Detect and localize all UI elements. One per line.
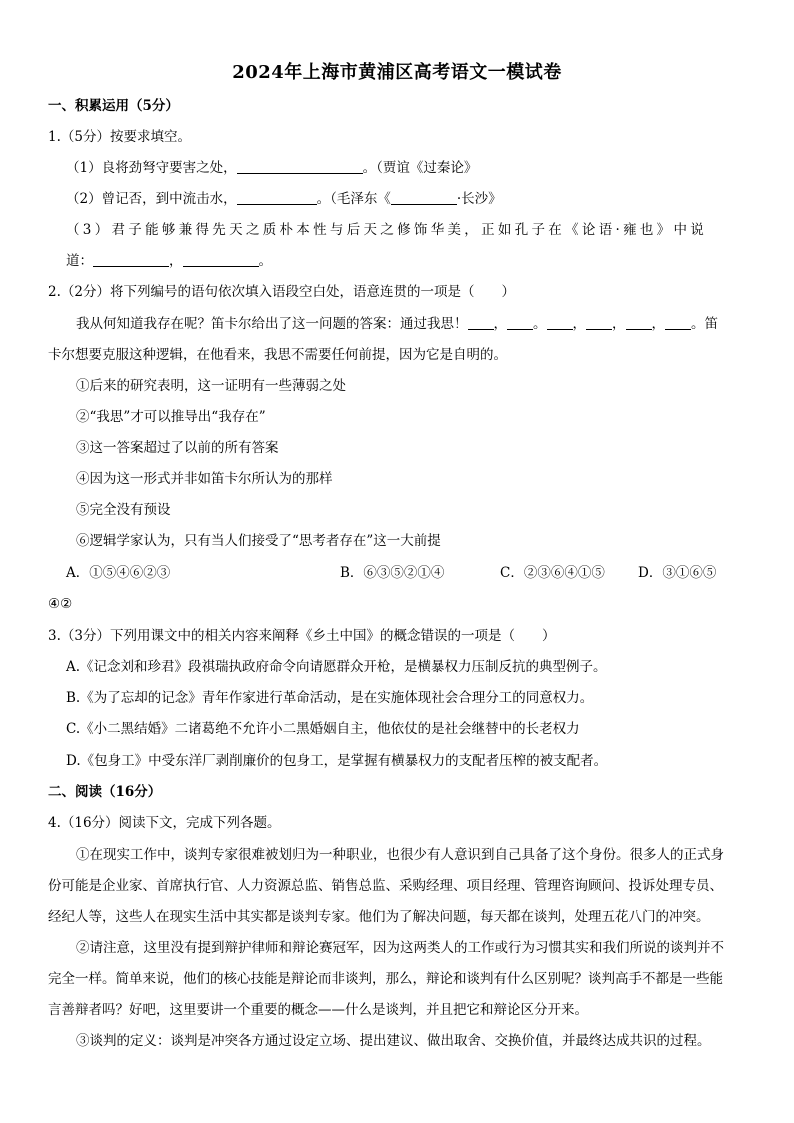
q4-paragraph1-line: ①在现实工作中，谈判专家很难被划归为一种职业，也很少有人意识到自己具备了这个身份。很多人的正式身 xyxy=(76,847,724,863)
q4-paragraph2-line: ②请注意，这里没有提到辩护律师和辩论赛冠军，因为这两类人的工作或行为习惯其实和我们所说的谈判并不 xyxy=(76,940,724,956)
q1-item2-mid: 。（毛泽东《 xyxy=(316,191,391,207)
q4-paragraph2-line: 言善辩者吗？好吧，这里要讲一个重要的概念——什么是谈判，并且把它和辩论区分开来。 xyxy=(48,1002,588,1018)
answer-blank[interactable] xyxy=(468,315,494,330)
q2-passage-line2: 卡尔想要克服这种逻辑，在他看来，我思不需要任何前提，因为它是自明的。 xyxy=(48,347,507,363)
q1-item1 xyxy=(66,158,477,178)
q2-item: ④因为这一形式并非如笛卡尔所认为的那样 xyxy=(76,471,333,487)
q1-item3-line1: （3）君子能够兼得先天之质朴本性与后天之修饰华美，正如孔子在《论语·雍也》中说 xyxy=(66,222,708,238)
answer-blank[interactable] xyxy=(237,159,363,174)
q1-item2-before: （2）曾记否，到中流击水， xyxy=(66,191,237,207)
q1-item1-after: 。（贾谊《过秦论》 xyxy=(362,160,478,176)
q2-item: ⑤完全没有预设 xyxy=(76,502,171,518)
answer-blank[interactable] xyxy=(626,315,652,330)
q3-stem: 3.（3分）下列用课文中的相关内容来阐释《乡土中国》的概念错误的一项是（ ） xyxy=(48,628,556,644)
q2-option-c[interactable]: C．②③⑥④①⑤ xyxy=(500,565,605,581)
answer-blank[interactable] xyxy=(665,315,691,330)
q3-option-c[interactable]: C.《小二黑结婚》二诸葛绝不允许小二黑婚姻自主，他依仗的是社会继替中的长老权力 xyxy=(66,721,580,737)
q2-item: ①后来的研究表明，这一证明有一些薄弱之处 xyxy=(76,378,346,394)
q3-option-d[interactable]: D.《包身工》中受东洋厂剥削廉价的包身工，是掌握有横暴权力的支配者压榨的被支配者。 xyxy=(66,753,608,769)
answer-blank[interactable] xyxy=(547,315,573,330)
punct: ， xyxy=(493,316,507,332)
punct: ， xyxy=(651,316,665,332)
q2-item: ②“我思”才可以推导出“我存在” xyxy=(76,409,266,425)
answer-blank[interactable] xyxy=(507,315,533,330)
q2-item: ③这一答案超过了以前的所有答案 xyxy=(76,440,279,456)
q2-option-d[interactable]: D．③①⑥⑤ xyxy=(638,565,717,581)
q1-item3-prefix: 道： xyxy=(66,253,93,269)
q2-option-a[interactable]: A．①⑤④⑥②③ xyxy=(66,565,171,581)
q4-stem: 4.（16分）阅读下文，完成下列各题。 xyxy=(48,815,281,831)
q1-item2-after: ·长沙》 xyxy=(456,191,502,207)
q1-item3-sep: ， xyxy=(169,253,183,269)
q4-paragraph1-line: 经纪人等，这些人在现实生活中其实都是谈判专家。他们为了解决问题，每天都在谈判，处理五花八门的冲突。 xyxy=(48,909,710,925)
q3-option-a[interactable]: A.《记念刘和珍君》段祺瑞执政府命令向请愿群众开枪，是横暴权力压制反抗的典型例子。 xyxy=(66,659,607,675)
q1-item3-end: 。 xyxy=(258,253,272,269)
section-heading-accumulation: 一、积累运用（5分） xyxy=(48,98,179,114)
q1-item2 xyxy=(66,189,502,209)
q1-stem: 1.（5分）按要求填空。 xyxy=(48,129,191,145)
punct: 。 xyxy=(533,316,547,332)
punct: ， xyxy=(572,316,586,332)
q4-paragraph3-line: ③谈判的定义：谈判是冲突各方通过设定立场、提出建议、做出取舍、交换价值，并最终达成共识的过程。 xyxy=(76,1033,711,1049)
answer-blank[interactable] xyxy=(237,190,317,205)
q1-item3-line2 xyxy=(66,251,272,271)
exam-title: 2024年上海市黄浦区高考语文一模试卷 xyxy=(232,62,562,83)
punct: 。笛 xyxy=(691,316,718,332)
answer-blank[interactable] xyxy=(586,315,612,330)
q2-passage-line1 xyxy=(76,314,718,334)
q2-option-b[interactable]: B．⑥③⑤②①④ xyxy=(340,565,445,581)
answer-blank[interactable] xyxy=(183,252,259,267)
answer-blank[interactable] xyxy=(93,252,169,267)
q3-option-b[interactable]: B.《为了忘却的记念》青年作家进行革命活动，是在实施体现社会合理分工的同意权力。 xyxy=(66,690,594,706)
q1-item1-before: （1）良将劲弩守要害之处， xyxy=(66,160,237,176)
q2-option-d-cont: ④② xyxy=(48,596,73,612)
q2-item: ⑥逻辑学家认为，只有当人们接受了“思考者存在”这一大前提 xyxy=(76,533,441,549)
q4-paragraph2-line: 完全一样。简单来说，他们的核心技能是辩论而非谈判，那么，辩论和谈判有什么区别呢？谈判高手不都是一些能 xyxy=(48,971,723,987)
q2-passage-text: 我从何知道我存在呢？笛卡尔给出了这一问题的答案：通过我思！ xyxy=(76,316,468,332)
q2-stem: 2.（2分）将下列编号的语句依次填入语段空白处，语意连贯的一项是（ ） xyxy=(48,284,515,300)
q4-paragraph1-line: 份可能是企业家、首席执行官、人力资源总监、销售总监、采购经理、项目经理、管理咨询顾问、投诉处理专员、 xyxy=(48,878,723,894)
punct: ， xyxy=(612,316,626,332)
answer-blank[interactable] xyxy=(391,190,457,205)
section-heading-reading: 二、阅读（16分） xyxy=(48,784,162,800)
